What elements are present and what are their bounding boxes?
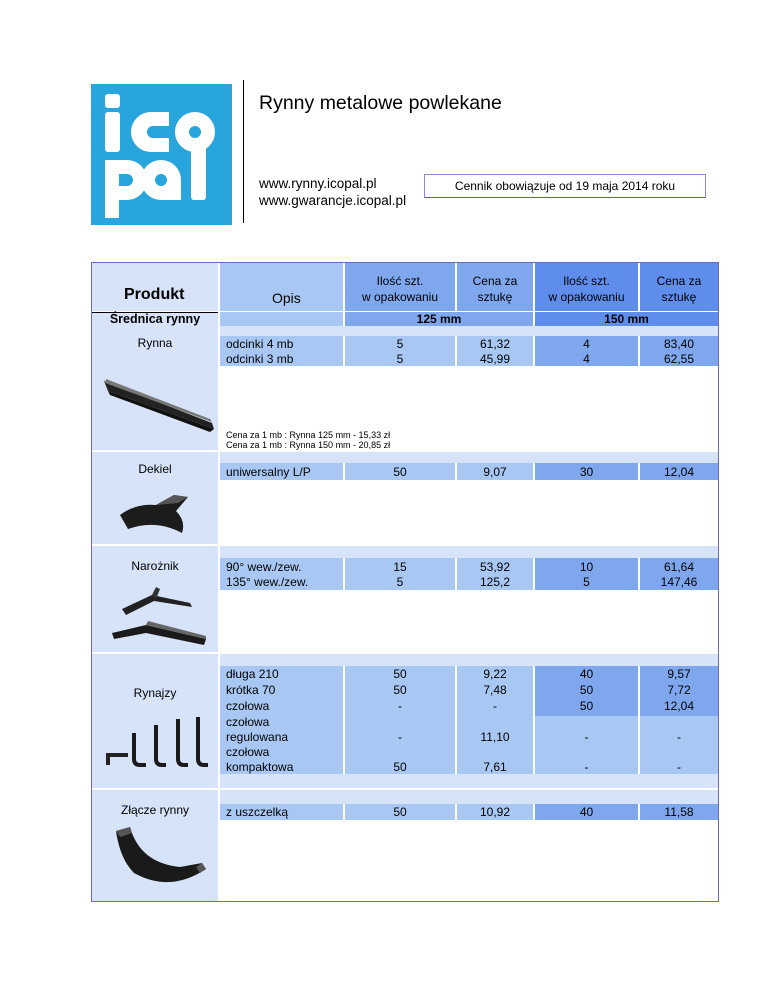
rynajzy-row1-p125: 9,22 <box>483 667 507 681</box>
rynajzy-top-strip <box>220 654 718 666</box>
rynajzy-row2-p125: 7,48 <box>483 683 507 697</box>
dekiel-row1-q150: 30 <box>579 465 594 479</box>
rynajzy-row2-p150: 7,72 <box>667 683 691 697</box>
rynna-row2-p150: 62,55 <box>663 352 695 366</box>
icopal-logo-image <box>91 84 232 225</box>
dekiel-row1-desc: uniwersalny L/P <box>226 465 311 479</box>
zlacze-top-strip <box>220 790 718 804</box>
rynna-row2-desc: odcinki 3 mb <box>226 352 294 366</box>
zlacze-row1-desc: z uszczelką <box>226 805 289 819</box>
dekiel-row1-p125: 9,07 <box>483 465 507 479</box>
dekiel-row1-p150: 12,04 <box>663 465 695 479</box>
rynajzy-row6-desc: czołowa <box>226 745 270 759</box>
header-qty150-l1: Ilość szt. <box>563 274 610 288</box>
naroznik-row1-p150: 61,64 <box>663 560 695 574</box>
rynajzy-row7-p125: 7,61 <box>483 760 507 774</box>
diameter-label: Średnica rynny <box>109 312 201 326</box>
dekiel-image <box>116 489 201 539</box>
naroznik-row1-q125: 15 <box>393 560 407 574</box>
rynajzy-row5-q150: - <box>584 730 589 744</box>
rynna-row2-q150: 4 <box>583 352 590 366</box>
rynajzy-bottom-strip <box>220 774 718 788</box>
rynna-top-strip <box>220 326 718 336</box>
rynna-row1-q125: 5 <box>396 337 404 351</box>
icopal-logo <box>91 84 232 225</box>
dekiel-top-strip <box>220 452 718 463</box>
naroznik-row2-p125: 125,2 <box>479 575 511 589</box>
naroznik-row2-q125: 5 <box>396 575 404 589</box>
naroznik-top-strip <box>220 546 718 558</box>
naroznik-row1-desc: 90° wew./zew. <box>226 560 302 574</box>
rynajzy-row5-desc: regulowana <box>226 730 289 744</box>
rynajzy-row7-q150: - <box>584 760 589 774</box>
naroznik-row2-p150: 147,46 <box>660 575 698 589</box>
diameter-150: 150 mm <box>604 312 649 326</box>
dekiel-row1-q125: 50 <box>393 465 407 479</box>
naroznik-row2-desc: 135° wew./zew. <box>226 575 309 589</box>
diameter-125: 125 mm <box>416 312 462 326</box>
header-qty125-l2: w opakowaniu <box>361 290 439 304</box>
zlacze-row1-q150: 40 <box>579 805 594 819</box>
header-price150-l1: Cena za <box>656 274 702 288</box>
product-name-rynna: Rynna <box>137 336 173 350</box>
product-name-dekiel: Dekiel <box>138 462 172 476</box>
header-qty150-l2: w opakowaniu <box>548 290 625 304</box>
rynna-row1-q150: 4 <box>583 337 590 351</box>
header-qty125-l1: Ilość szt. <box>376 274 424 288</box>
rynajzy-row2-desc: krótka 70 <box>226 683 276 697</box>
rynajzy-row1-q125: 50 <box>393 667 407 681</box>
link-rynny[interactable]: www.rynny.icopal.pl <box>259 176 377 191</box>
rynna-row1-desc: odcinki 4 mb <box>226 337 294 351</box>
rynajzy-image <box>102 713 214 775</box>
page-title: Rynny metalowe powlekane <box>259 92 502 114</box>
rynna-note-125: Cena za 1 mb : Rynna 125 mm - 15,33 zł <box>226 430 391 440</box>
rynajzy-row7-q125: 50 <box>393 760 407 774</box>
rynna-row2-q125: 5 <box>396 352 404 366</box>
rynajzy-row7-desc: kompaktowa <box>226 760 294 774</box>
zlacze-row1-p125: 10,92 <box>479 805 511 819</box>
header-price150-l2: sztukę <box>661 290 697 304</box>
rynajzy-row3-q125: - <box>398 699 402 713</box>
naroznik-row2-q150: 5 <box>583 575 590 589</box>
rynajzy-row5-p150: - <box>677 730 681 744</box>
rynna-row1-p125: 61,32 <box>479 337 511 351</box>
rynajzy-row5-q125: - <box>398 730 402 744</box>
header-divider <box>243 80 244 223</box>
rynna-row2-p125: 45,99 <box>479 352 511 366</box>
naroznik-row1-p125: 53,92 <box>479 560 511 574</box>
header-product: Produkt <box>124 286 185 303</box>
rynajzy-row5-p125: 11,10 <box>480 730 510 744</box>
price-table <box>91 262 719 902</box>
product-name-zlacze: Złącze rynny <box>120 803 190 817</box>
rynajzy-row2-q125: 50 <box>393 683 407 697</box>
rynajzy-row1-q150: 40 <box>579 667 594 681</box>
naroznik-image <box>106 581 218 649</box>
price-validity-box: Cennik obowiązuje od 19 maja 2014 roku <box>424 174 706 198</box>
rynna-note-150: Cena za 1 mb : Rynna 150 mm - 20,85 zł <box>226 440 391 450</box>
rynna-image <box>102 375 217 435</box>
rynajzy-row2-q150: 50 <box>579 683 594 697</box>
product-name-naroznik: Narożnik <box>131 559 179 573</box>
rynajzy-row7-p150: - <box>677 760 681 774</box>
header-price125-l2: sztukę <box>477 290 513 304</box>
product-name-rynajzy: Rynajzy <box>133 686 177 700</box>
rynajzy-row3-p125: - <box>493 699 497 713</box>
rynna-row1-p150: 83,40 <box>663 337 695 351</box>
rynajzy-row3-p150: 12,04 <box>663 699 695 713</box>
rynajzy-row3-q150: 50 <box>579 699 594 713</box>
header-desc: Opis <box>272 290 301 306</box>
diameter-desc-bg <box>220 312 343 326</box>
rynajzy-row1-p150: 9,57 <box>667 667 691 681</box>
header-price125-l1: Cena za <box>472 274 518 288</box>
zlacze-row1-q125: 50 <box>393 805 407 819</box>
rynajzy-row4-desc: czołowa <box>226 715 270 729</box>
link-gwarancje[interactable]: www.gwarancje.icopal.pl <box>259 193 407 208</box>
rynajzy-row3-desc: czołowa <box>226 699 270 713</box>
naroznik-row1-q150: 10 <box>579 560 594 574</box>
zlacze-row1-p150: 11,58 <box>664 805 694 819</box>
rynajzy-row1-desc: długa 210 <box>226 667 279 681</box>
zlacze-image <box>110 823 210 895</box>
